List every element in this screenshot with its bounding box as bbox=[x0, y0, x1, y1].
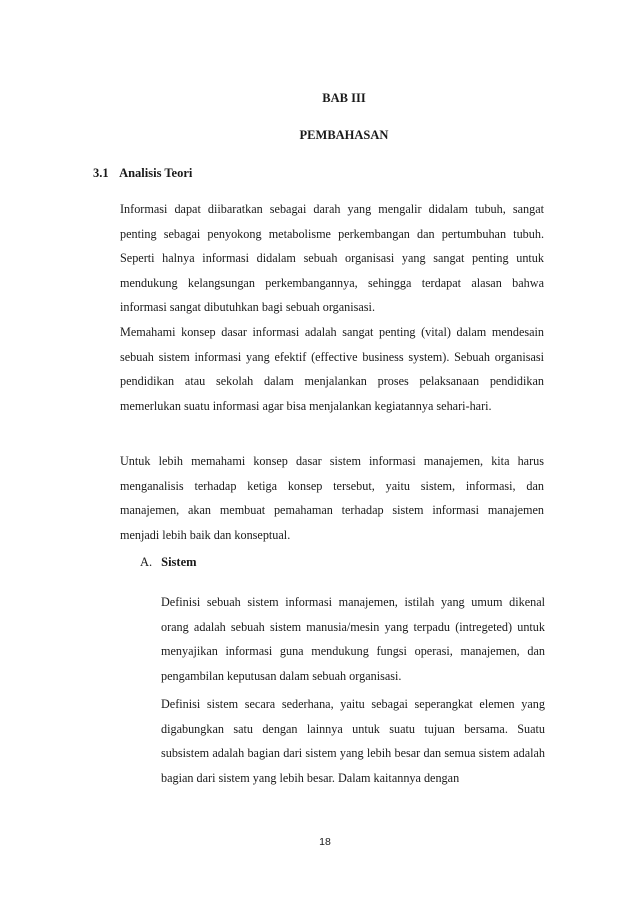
subsection-heading bbox=[140, 555, 197, 570]
body-paragraph: Memahami konsep dasar informasi adalah sangat penting (vital) dalam mendesain sebuah sistem informasi yang efektif (effective business system). Sebuah organisasi pendidikan atau sekolah dalam menjalankan proses pelaksanaan pendidikan memerlukan suatu informasi agar bisa menjalankan kegiatannya sehari-hari. bbox=[120, 325, 544, 413]
chapter-title: PEMBAHASAN bbox=[299, 128, 389, 142]
body-paragraph: Informasi dapat diibaratkan sebagai darah yang mengalir didalam tubuh, sangat penting sebagai penyokong metabolisme perkembangan dan pertumbuhan tubuh. Seperti halnya informasi didalam sebuah organisasi yang sangat penting untuk mendukung kelangsungan perkembangannya, sehingga terdapat alasan bahwa informasi sangat dibutuhkan bagi sebuah organisasi. bbox=[120, 202, 544, 315]
body-paragraph: Untuk lebih memahami konsep dasar sistem informasi manajemen, kita harus menganalisis terhadap ketiga konsep tersebut, yaitu sistem, informasi, dan manajemen, akan membuat pemahaman terhadap sistem informasi manajemen menjadi lebih baik dan konseptual. bbox=[120, 454, 544, 542]
page-number: 18 bbox=[319, 836, 331, 848]
section-number: 3.1 bbox=[93, 166, 109, 180]
subsection-letter: A. bbox=[140, 555, 153, 569]
subsection-paragraph: Definisi sistem secara sederhana, yaitu sebagai seperangkat elemen yang digabungkan satu dengan lainnya untuk suatu tujuan bersama. Suatu subsistem adalah bagian dari sistem yang lebih besar dan semua sistem adalah bagian dari sistem yang lebih besar. Dalam kaitannya dengan bbox=[161, 697, 545, 785]
section-title: Analisis Teori bbox=[119, 166, 193, 180]
subsection-title: Sistem bbox=[161, 555, 197, 569]
subsection-paragraph: Definisi sebuah sistem informasi manajemen, istilah yang umum dikenal orang adalah sebuah sistem manusia/mesin yang terpadu (intregeted) untuk menyajikan informasi guna mendukung fungsi operasi, manajemen, dan pengambilan keputusan dalam sebuah organisasi. bbox=[161, 595, 545, 683]
section-heading bbox=[93, 166, 192, 181]
chapter-label: BAB III bbox=[322, 91, 366, 105]
